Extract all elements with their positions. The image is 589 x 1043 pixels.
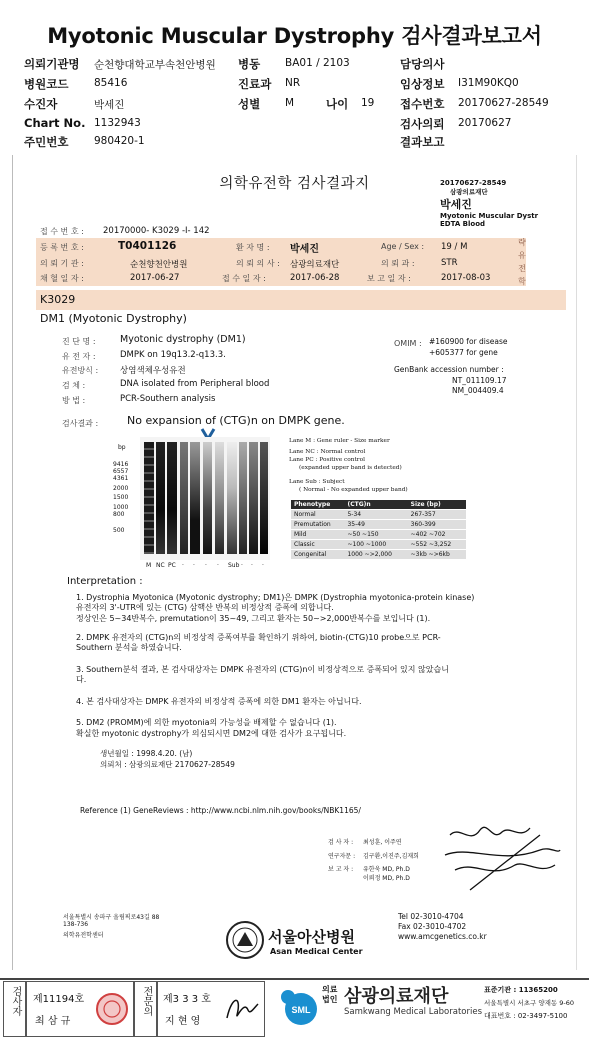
birth-date: 생년월일 : 1998.4.20. (남) bbox=[100, 749, 193, 758]
age-label: 나이 bbox=[326, 97, 349, 111]
seal-stamp-icon bbox=[95, 992, 129, 1026]
table-cell: Mild bbox=[291, 530, 344, 540]
stamp-test: Myotonic Muscular Dystr bbox=[440, 212, 539, 220]
inspector-vertical-label: 검사자 bbox=[10, 986, 21, 1016]
inheritance-label: 유전방식 : bbox=[62, 366, 99, 375]
ladder-bp-label: bp bbox=[118, 444, 126, 451]
table-row bbox=[291, 540, 466, 550]
interp-line: 2. DMPK 유전자의 (CTG)n의 비정상적 증폭여부를 확인하기 위하여, biotin-(CTG)10 probe으로 PCR- bbox=[76, 633, 441, 642]
lane-label: Sub bbox=[228, 562, 240, 569]
side-stamp-char: 전 bbox=[518, 264, 526, 273]
result-label: 검사결과 : bbox=[62, 419, 99, 428]
center-tel: Tel 02-3010-4704 bbox=[398, 912, 464, 921]
page-title: Myotonic Muscular Dystrophy 검사결과보고서 bbox=[47, 24, 542, 48]
table-header: (CTG)n bbox=[344, 500, 407, 510]
rpt-patient-value: 박세진 bbox=[290, 244, 319, 255]
coll-date-label: 채 혈 일 자 : bbox=[40, 274, 84, 283]
omim-disease: #160900 for disease bbox=[429, 337, 508, 346]
inst-label: 의뢰기관명 bbox=[24, 57, 80, 71]
center-address-1: 서울특별시 송파구 올림픽로43길 88 bbox=[63, 914, 160, 921]
chart-no-label: Chart No. bbox=[24, 116, 86, 130]
sex-label: 성별 bbox=[238, 97, 261, 111]
hospital-code-label: 병원코드 bbox=[24, 77, 69, 91]
table-cell: ~402 ~702 bbox=[408, 530, 466, 540]
sample-stamp bbox=[440, 179, 588, 228]
table-cell: ~552 ~3,252 bbox=[408, 540, 466, 550]
ladder-tick: 4361 bbox=[113, 475, 129, 482]
table-header-row bbox=[291, 500, 466, 510]
ladder-tick: 1500 bbox=[113, 494, 129, 501]
inspector-value: 최성훈, 이주연 bbox=[363, 839, 402, 846]
diag-label: 진 단 명 : bbox=[62, 337, 96, 346]
table-cell: 1000 ~>2,000 bbox=[344, 550, 407, 560]
lane-label: · bbox=[241, 562, 243, 569]
recv-date-label: 접 수 일 자 : bbox=[222, 274, 266, 283]
interp-line: 1. Dystrophia Myotonica (Myotonic dystrophy; DM1)은 DMPK (Dystrophia myotonica-protein kinase) bbox=[76, 593, 475, 602]
hospital-name-ko: 서울아산병원 bbox=[268, 928, 355, 946]
method-value: PCR-Southern analysis bbox=[120, 394, 216, 404]
age-value: 19 bbox=[361, 97, 375, 109]
interp-line: 4. 본 검사대상자는 DMPK 유전자의 비정상적 증폭에 의한 DM1 환자는 아닙니다. bbox=[76, 697, 362, 706]
legend-line: Lane Sub : Subject bbox=[289, 479, 345, 485]
sml-logo-icon bbox=[274, 985, 324, 1027]
gene-label: 유 전 자 : bbox=[62, 352, 96, 361]
stamp-org: 삼광의료재단 bbox=[450, 188, 488, 196]
lead-label: 연구자문 : bbox=[328, 853, 356, 860]
rrn-value: 980420-1 bbox=[94, 135, 145, 147]
legend-line: Lane PC : Positive control bbox=[289, 457, 365, 463]
org-info-3: 대표번호 : 02-3497-5100 bbox=[484, 1012, 568, 1020]
reference: Reference (1) GeneReviews : http://www.ncbi.nlm.nih.gov/books/NBK1165/ bbox=[80, 806, 361, 815]
dept-value: NR bbox=[285, 77, 301, 89]
coll-date-value: 2017-06-27 bbox=[130, 273, 180, 283]
lane-label: · bbox=[205, 562, 207, 569]
interp-line: 확실한 myotonic dystrophy가 의심되시면 DM2에 대한 검사가 요구됩니다. bbox=[76, 729, 347, 738]
receipt-no-value: 20170627-28549 bbox=[458, 97, 549, 109]
stamp-specimen: EDTA Blood bbox=[440, 220, 486, 228]
org-prefix: 의료법인 bbox=[322, 985, 338, 1004]
receipt-value: 20170000- K3029 -I- 142 bbox=[103, 226, 210, 236]
diag-value: Myotonic dystrophy (DM1) bbox=[120, 334, 246, 345]
clinical-info-label: 임상정보 bbox=[400, 77, 445, 91]
genbank-label: GenBank accession number : bbox=[394, 365, 504, 374]
stamp-name: 박세진 bbox=[440, 198, 472, 211]
name-1: 최 삼 규 bbox=[35, 1016, 71, 1027]
interp-line: 5. DM2 (PROMM)에 의한 myotonia의 가능성을 배제할 수 없습니다 (1). bbox=[76, 718, 337, 727]
gene-value: DMPK on 19q13.2-q13.3. bbox=[120, 350, 226, 360]
report-label: 결과보고 bbox=[400, 135, 445, 149]
lane-label: · bbox=[262, 562, 264, 569]
interpretation-title: Interpretation : bbox=[67, 576, 143, 587]
doctor-label: 담당의사 bbox=[400, 57, 445, 71]
test-code: K3029 bbox=[40, 293, 76, 306]
recv-date-value: 2017-06-28 bbox=[290, 273, 340, 283]
table-cell: 360-399 bbox=[408, 520, 466, 530]
rep-date-value: 2017-08-03 bbox=[441, 273, 491, 283]
ward-label: 병동 bbox=[238, 57, 261, 71]
sex-value: M bbox=[285, 97, 295, 109]
interp-line: 유전자의 3'-UTR에 있는 (CTG) 삼핵산 반복의 비정상적 증폭에 의합니다. bbox=[76, 603, 334, 612]
hospital-name-en: Asan Medical Center bbox=[270, 947, 363, 956]
rpt-dept-value: STR bbox=[441, 258, 458, 268]
rpt-inst-label: 의 뢰 기 관 : bbox=[40, 259, 84, 268]
ladder-tick: 800 bbox=[113, 511, 125, 518]
test-code-band bbox=[36, 290, 566, 310]
rrn-label: 주민번호 bbox=[24, 135, 69, 149]
lane-label: · bbox=[182, 562, 184, 569]
side-stamp-char: 학 bbox=[518, 277, 526, 286]
center-fax: Fax 02-3010-4702 bbox=[398, 922, 467, 931]
stamp-code: 20170627-28549 bbox=[440, 179, 507, 187]
table-header: Size (bp) bbox=[408, 500, 466, 510]
hospital-code-value: 85416 bbox=[94, 77, 128, 89]
table-row bbox=[291, 530, 466, 540]
ladder-tick: 1000 bbox=[113, 504, 129, 511]
side-stamp-char: 략 bbox=[518, 238, 526, 247]
org-info-2: 서울특별시 서초구 양재동 9-60 bbox=[484, 999, 575, 1007]
table-header: Phenotype bbox=[291, 500, 344, 510]
interp-line: Southern 분석을 하였습니다. bbox=[76, 643, 182, 652]
table-cell: 35-49 bbox=[344, 520, 407, 530]
legend-line: Lane M : Gene ruler - Size marker bbox=[289, 438, 390, 444]
legend-line: Lane NC : Normal control bbox=[289, 449, 366, 455]
rpt-patient-label: 환 자 명 : bbox=[236, 243, 270, 252]
omim-gene: +605377 for gene bbox=[429, 348, 498, 357]
agesex-value: 19 / M bbox=[441, 242, 468, 252]
genbank-2: NM_004409.4 bbox=[452, 386, 504, 395]
ladder-tick: 500 bbox=[113, 527, 125, 534]
table-cell: 5-34 bbox=[344, 510, 407, 520]
request-date-value: 20170627 bbox=[458, 117, 512, 129]
lane-label: PC bbox=[168, 562, 176, 569]
sml-logo-text: SML bbox=[291, 1005, 311, 1015]
lane-label: · bbox=[251, 562, 253, 569]
interp-line: 다. bbox=[76, 675, 87, 684]
doctor-vertical-label: 전문의 bbox=[141, 986, 152, 1016]
table-cell: ~50 ~150 bbox=[344, 530, 407, 540]
clinical-info-value: I31M90KQ0 bbox=[458, 77, 519, 89]
patient-value: 박세진 bbox=[94, 99, 125, 111]
table-cell: 267-357 bbox=[408, 510, 466, 520]
asan-foundation-logo-icon bbox=[225, 920, 265, 960]
name-2: 지 현 영 bbox=[165, 1016, 201, 1027]
center-web: www.amcgenetics.co.kr bbox=[398, 932, 487, 941]
legend-line: ( Normal - No expanded upper band) bbox=[299, 487, 408, 493]
result-value: No expansion of (CTG)n on DMPK gene. bbox=[127, 414, 345, 427]
side-stamp bbox=[514, 236, 530, 288]
requester: 의뢰처 : 삼광의료재단 2170627-28549 bbox=[100, 760, 235, 769]
report-title: 의학유전학 검사결과지 bbox=[219, 176, 370, 192]
center-dept: 의학유전학센터 bbox=[63, 932, 104, 939]
ladder-tick: 2000 bbox=[113, 485, 129, 492]
rpt-inst-value: 순천향천안병원 bbox=[130, 260, 188, 270]
method-label: 방 법 : bbox=[62, 396, 86, 405]
ladder-tick: 9416 bbox=[113, 461, 129, 468]
patient-label: 수진자 bbox=[24, 97, 58, 111]
reg-value: T0401126 bbox=[118, 240, 177, 252]
table-cell: Congenital bbox=[291, 550, 344, 560]
table-cell: Premutation bbox=[291, 520, 344, 530]
inheritance-value: 상염색체우성유전 bbox=[120, 366, 186, 376]
specimen-label: 검 체 : bbox=[62, 381, 86, 390]
receipt-no-label: 접수번호 bbox=[400, 97, 445, 111]
rpt-dept-label: 의 뢰 과 : bbox=[381, 259, 415, 268]
receipt-label: 접 수 번 호 : bbox=[40, 227, 84, 236]
ladder-tick: 6557 bbox=[113, 468, 129, 475]
test-name: DM1 (Myotonic Dystrophy) bbox=[40, 312, 187, 325]
southern-blot-image bbox=[140, 437, 270, 560]
legend-line: (expanded upper band is detected) bbox=[299, 465, 402, 471]
request-date-label: 검사의뢰 bbox=[400, 117, 445, 131]
table-row bbox=[291, 550, 466, 560]
ward-value: BA01 / 2103 bbox=[285, 57, 350, 69]
org-info-1: 표준기관 : 11365200 bbox=[484, 986, 558, 994]
dept-label: 진료과 bbox=[238, 77, 272, 91]
phenotype-table bbox=[291, 500, 466, 559]
reporter-1: 유한욱 MD, Ph.D bbox=[363, 866, 410, 873]
referrer-value: 삼광의료재단 bbox=[290, 260, 340, 270]
license-1: 제11194호 bbox=[33, 994, 85, 1005]
lane-label: M bbox=[146, 562, 152, 569]
table-cell: Classic bbox=[291, 540, 344, 550]
inspector-label: 검 사 자 : bbox=[328, 839, 354, 846]
lead-value: 김구환,이진주,김재희 bbox=[363, 853, 419, 860]
referrer-label: 의 뢰 의 사 : bbox=[236, 259, 280, 268]
interp-line: 정상인은 5~34반복수, premutation이 35~49, 그리고 환자는 50~>2,000반복수를 보입니다 (1). bbox=[76, 614, 431, 623]
license-2: 제3 3 3 호 bbox=[163, 994, 211, 1005]
table-cell: Normal bbox=[291, 510, 344, 520]
agesex-label: Age / Sex : bbox=[381, 242, 425, 251]
lane-label: · bbox=[193, 562, 195, 569]
table-row bbox=[291, 520, 466, 530]
table-cell: ~3kb ~>6kb bbox=[408, 550, 466, 560]
center-address-2: 138-736 bbox=[63, 921, 89, 928]
interp-line: 3. Southern분석 결과, 본 검사대상자는 DMPK 유전자의 (CTG)n이 비정상적으로 증폭되어 있지 않았습니 bbox=[76, 665, 449, 674]
omim-label: OMIM : bbox=[394, 339, 422, 348]
lane-label: NC bbox=[156, 562, 165, 569]
rep-date-label: 보 고 일 자 : bbox=[367, 274, 411, 283]
chart-no-value: 1132943 bbox=[94, 117, 141, 129]
inst-value: 순천향대학교부속천안병원 bbox=[94, 59, 216, 71]
lane-label: · bbox=[217, 562, 219, 569]
table-row bbox=[291, 510, 466, 520]
lane-legend bbox=[289, 437, 408, 494]
reg-label: 등 록 번 호 : bbox=[40, 243, 84, 252]
side-stamp-char: 유 bbox=[518, 251, 526, 260]
org-name-en: Samkwang Medical Laboratories bbox=[344, 1007, 483, 1017]
signature-icon bbox=[430, 820, 565, 895]
reporter-label: 보 고 자 : bbox=[328, 866, 354, 873]
org-name-ko: 삼광의료재단 bbox=[344, 986, 449, 1007]
genbank-1: NT_011109.17 bbox=[452, 376, 507, 385]
specimen-value: DNA isolated from Peripheral blood bbox=[120, 379, 270, 389]
doctor-signature-icon bbox=[222, 990, 262, 1026]
table-cell: ~100 ~1000 bbox=[344, 540, 407, 550]
reporter-2: 이뢰정 MD, Ph.D bbox=[363, 875, 410, 882]
